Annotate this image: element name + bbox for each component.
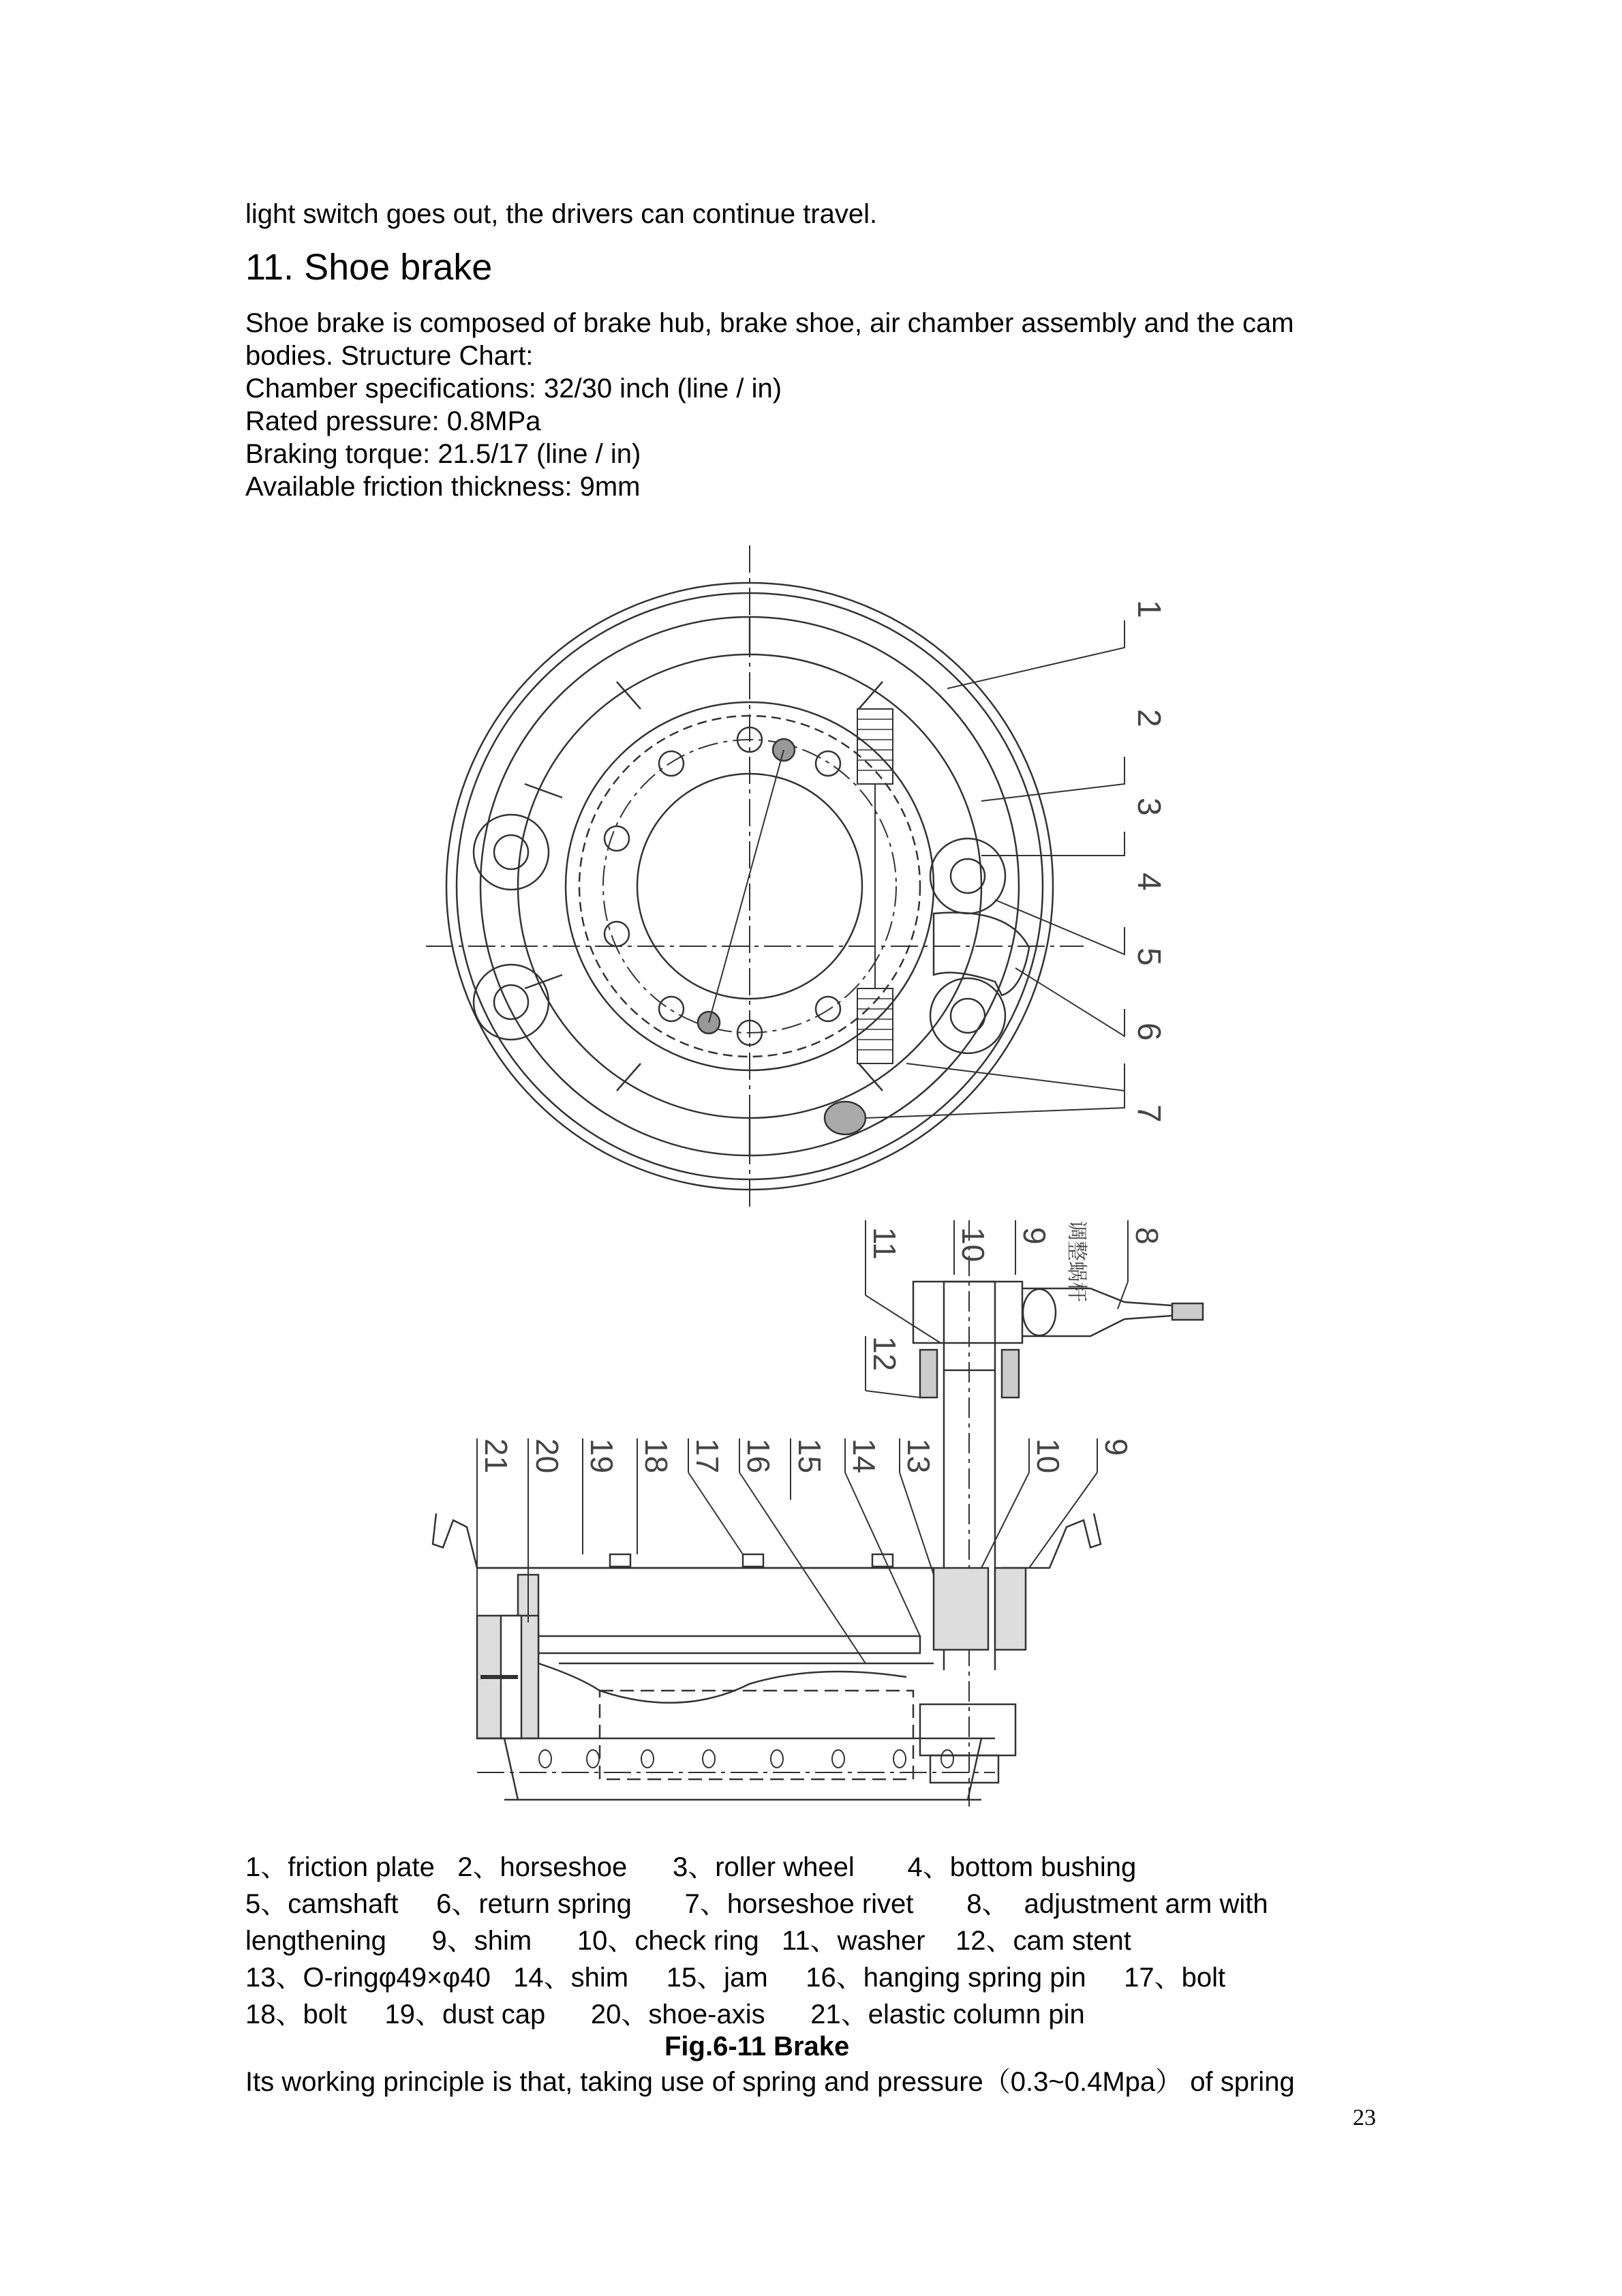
top-view-leaders xyxy=(866,620,1124,1118)
svg-text:16: 16 xyxy=(741,1438,776,1474)
svg-text:14: 14 xyxy=(846,1438,882,1474)
section-view-labels xyxy=(478,1220,1165,1473)
svg-text:9: 9 xyxy=(1099,1438,1134,1456)
closing-text: Its working principle is that, taking use of spring and pressure（0.3~0.4Mpa） of spring xyxy=(245,2067,1295,2097)
svg-text:17: 17 xyxy=(690,1438,725,1474)
svg-text:18: 18 xyxy=(639,1438,674,1474)
brake-top-view xyxy=(426,545,1084,1207)
svg-text:2: 2 xyxy=(1131,709,1167,727)
svg-text:9: 9 xyxy=(1017,1227,1052,1245)
legend-line-2: 5、camshaft 6、return spring 7、horseshoe rivet 8、 adjustment arm with xyxy=(245,1889,1268,1919)
legend-line-1: 1、friction plate 2、horseshoe 3、roller wheel 4、bottom bushing xyxy=(245,1852,1137,1882)
svg-text:10: 10 xyxy=(955,1227,991,1263)
page-number: 23 xyxy=(1353,2105,1376,2130)
description-line-2: bodies. Structure Chart: xyxy=(245,341,534,371)
svg-text:7: 7 xyxy=(1131,1104,1167,1123)
legend-line-4: 13、O-ringφ49×φ40 14、shim 15、jam 16、hanging spring pin 17、bolt xyxy=(245,1963,1226,1993)
section-heading: 11. Shoe brake xyxy=(245,247,493,288)
svg-text:19: 19 xyxy=(584,1438,619,1474)
svg-text:10: 10 xyxy=(1030,1438,1066,1474)
brake-section-view xyxy=(433,1220,1203,1807)
svg-text:6: 6 xyxy=(1131,1023,1167,1041)
svg-text:21: 21 xyxy=(478,1438,514,1474)
svg-text:调整蜗杆: 调整蜗杆 xyxy=(1065,1220,1088,1302)
svg-text:4: 4 xyxy=(1131,873,1167,891)
svg-text:5: 5 xyxy=(1131,948,1167,966)
spec-friction-thickness: Available friction thickness: 9mm xyxy=(245,472,641,502)
figure-caption: Fig.6-11 Brake xyxy=(664,2031,850,2061)
legend-line-3: lengthening 9、shim 10、check ring 11、washer 12、cam stent xyxy=(245,1926,1131,1956)
top-view-labels xyxy=(1131,600,1167,1123)
spec-rated-pressure: Rated pressure: 0.8MPa xyxy=(245,406,541,436)
spec-braking-torque: Braking torque: 21.5/17 (line / in) xyxy=(245,439,641,469)
svg-text:3: 3 xyxy=(1131,798,1167,816)
legend-line-5: 18、bolt 19、dust cap 20、shoe-axis 21、elastic column pin xyxy=(245,1999,1085,2029)
svg-text:8: 8 xyxy=(1129,1227,1165,1245)
svg-text:20: 20 xyxy=(530,1438,565,1474)
description-line-1: Shoe brake is composed of brake hub, brake shoe, air chamber assembly and the cam xyxy=(245,308,1294,338)
intro-text: light switch goes out, the drivers can continue travel. xyxy=(245,199,878,229)
svg-text:13: 13 xyxy=(901,1438,936,1474)
spec-chamber: Chamber specifications: 32/30 inch (line / in) xyxy=(245,374,782,404)
svg-text:1: 1 xyxy=(1131,600,1167,618)
svg-text:11: 11 xyxy=(867,1227,902,1260)
svg-text:15: 15 xyxy=(792,1438,827,1474)
svg-text:12: 12 xyxy=(867,1336,902,1372)
